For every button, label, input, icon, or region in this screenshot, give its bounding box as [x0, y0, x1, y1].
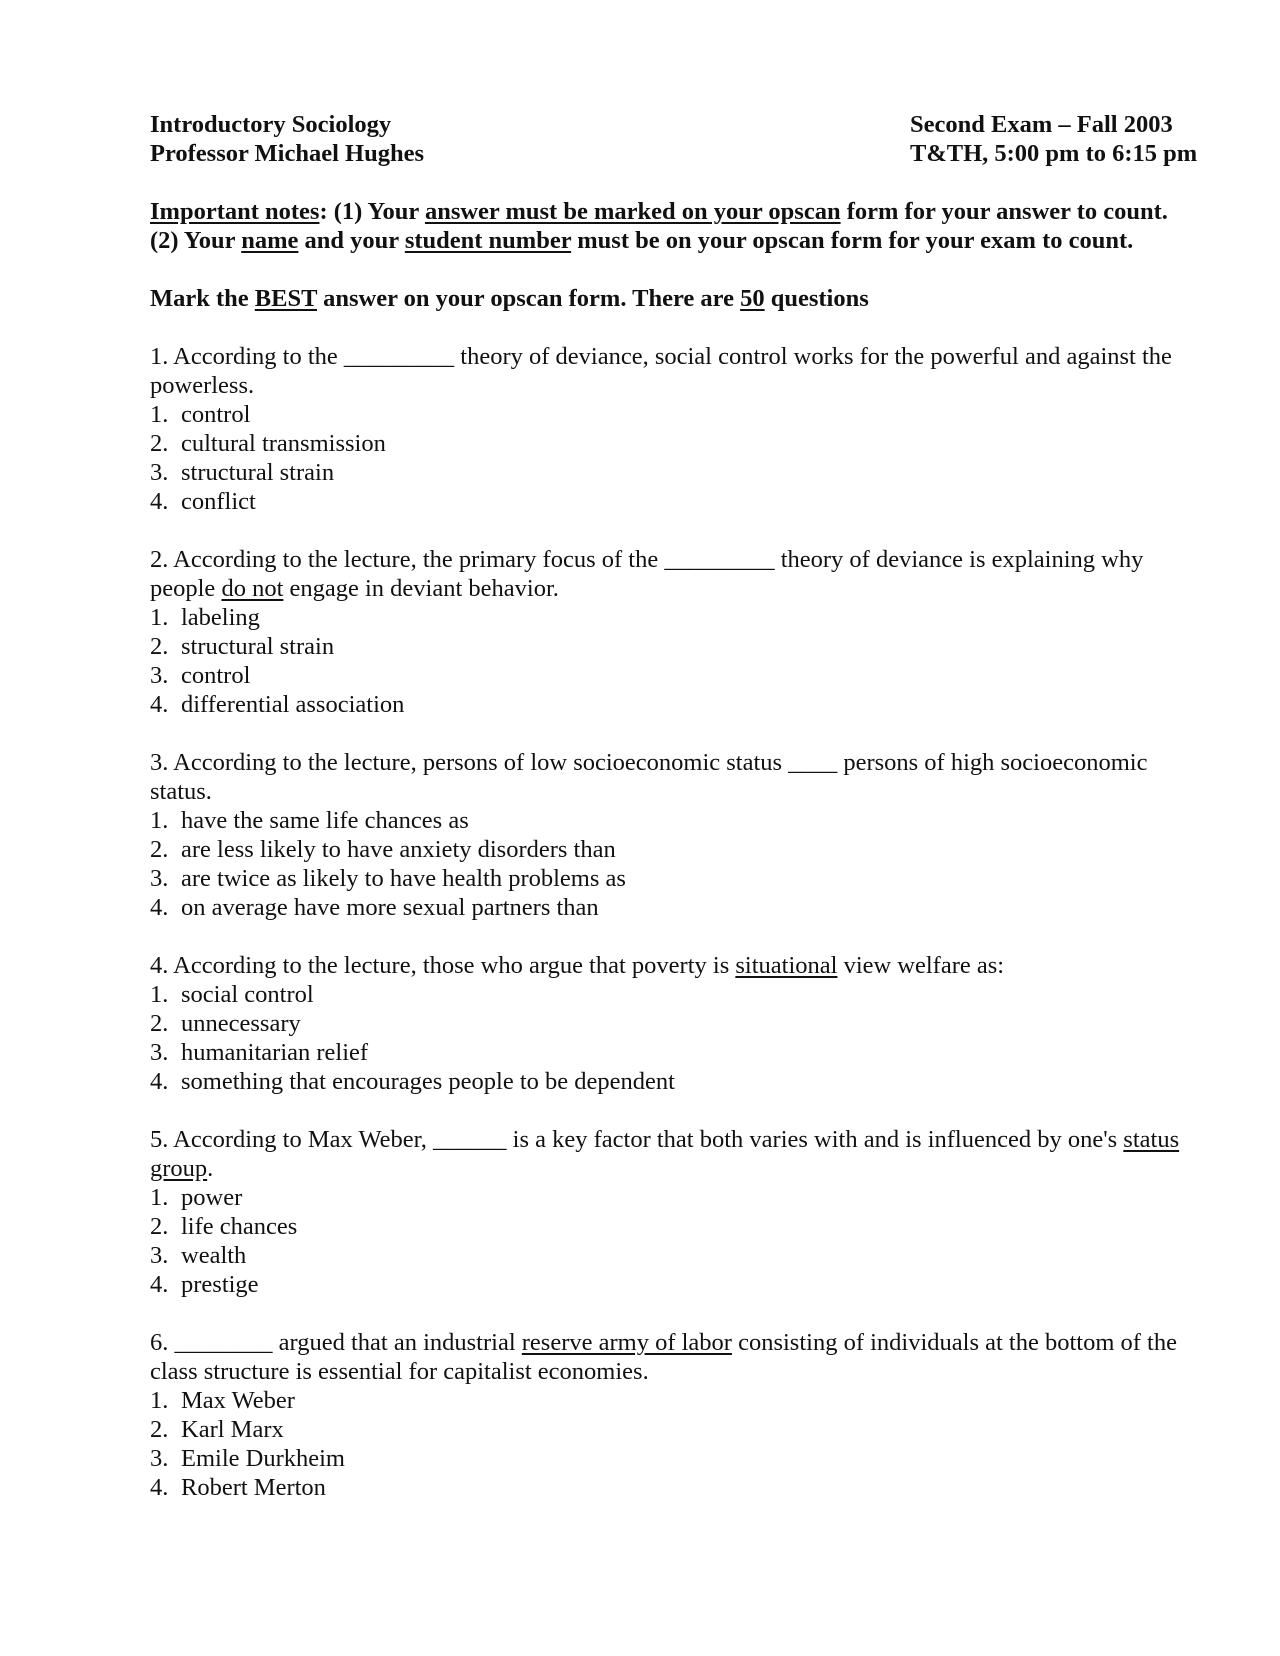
- question-stem: [150, 342, 1200, 400]
- notes-label: Important notes: [150, 198, 320, 225]
- question-stem: [150, 748, 1200, 806]
- notes-text: must be on your opscan form for your exam to count.: [571, 227, 1134, 254]
- stem-emphasis: situational: [735, 952, 838, 979]
- answer-option: 2. are less likely to have anxiety disorders than: [150, 836, 616, 863]
- instructions-text: answer on your opscan form. There are: [317, 285, 741, 312]
- option-text: Max Weber: [181, 1387, 295, 1414]
- question-4: [150, 951, 1200, 1096]
- answer-option: 1. labeling: [150, 604, 260, 631]
- question-2: [150, 545, 1200, 719]
- answer-option: 3. control: [150, 662, 251, 689]
- notes-emphasis: student number: [404, 227, 572, 254]
- answer-option: 1. power: [150, 1184, 243, 1211]
- answer-option: 4. on average have more sexual partners than: [150, 894, 599, 921]
- option-text: Emile Durkheim: [181, 1445, 345, 1472]
- option-text: are twice as likely to have health problems as: [181, 865, 626, 892]
- exam-header: [150, 110, 1200, 168]
- option-text: labeling: [181, 604, 260, 631]
- option-text: cultural transmission: [181, 430, 386, 457]
- question-6: [150, 1328, 1200, 1502]
- course-title: Introductory Sociology: [150, 111, 392, 138]
- notes-text: and your: [298, 227, 405, 254]
- stem-emphasis: reserve army of labor: [521, 1329, 732, 1356]
- question-count: 50: [740, 285, 765, 312]
- answer-option: 3. are twice as likely to have health problems as: [150, 865, 626, 892]
- option-text: wealth: [181, 1242, 247, 1269]
- answer-option: 3. Emile Durkheim: [150, 1445, 345, 1472]
- question-5: [150, 1125, 1200, 1299]
- option-text: conflict: [181, 488, 256, 515]
- option-text: structural strain: [181, 459, 335, 486]
- answer-option: 1. Max Weber: [150, 1387, 295, 1414]
- question-1: [150, 342, 1200, 516]
- stem-emphasis: do not: [221, 575, 284, 602]
- question-3: [150, 748, 1200, 922]
- exam-title: Second Exam – Fall 2003: [910, 111, 1173, 138]
- option-text: social control: [181, 981, 314, 1008]
- answer-option: 4. Robert Merton: [150, 1474, 326, 1501]
- stem-text: .: [207, 1155, 214, 1182]
- answer-option: 3. humanitarian relief: [150, 1039, 369, 1066]
- option-text: something that encourages people to be dependent: [181, 1068, 675, 1095]
- notes-emphasis: answer must be marked on your opscan: [424, 198, 841, 225]
- stem-text: view welfare as:: [837, 952, 1005, 979]
- option-text: prestige: [181, 1271, 259, 1298]
- stem-text: 5. According to Max Weber, ______ is a key factor that both varies with and is influenced by one's: [150, 1126, 1124, 1153]
- option-text: power: [181, 1184, 243, 1211]
- important-notes: [150, 197, 1200, 255]
- question-stem: [150, 1125, 1200, 1183]
- stem-text: 2. According to the lecture, the primary focus of the _________ theory of deviance is explaining why people: [150, 546, 1144, 602]
- answer-option: 2. Karl Marx: [150, 1416, 284, 1443]
- stem-text: engage in deviant behavior.: [283, 575, 559, 602]
- instructions-text: questions: [764, 285, 869, 312]
- option-text: humanitarian relief: [181, 1039, 369, 1066]
- answer-option: 4. prestige: [150, 1271, 259, 1298]
- answer-option: 2. unnecessary: [150, 1010, 301, 1037]
- question-stem: [150, 545, 1200, 603]
- stem-text: 3. According to the lecture, persons of low socioeconomic status ____ persons of high socioeconomic status.: [150, 749, 1148, 805]
- notes-emphasis: name: [241, 227, 299, 254]
- instructions-text: Mark the: [150, 285, 255, 312]
- question-stem: [150, 951, 1200, 980]
- exam-schedule: T&TH, 5:00 pm to 6:15 pm: [910, 140, 1198, 167]
- option-text: control: [181, 662, 251, 689]
- notes-text: form for your answer to count. (2) Your: [150, 198, 1168, 254]
- answer-option: 3. structural strain: [150, 459, 335, 486]
- option-text: control: [181, 401, 251, 428]
- stem-text: 6. ________ argued that an industrial: [150, 1329, 522, 1356]
- professor-name: Professor Michael Hughes: [150, 140, 425, 167]
- answer-option: 2. life chances: [150, 1213, 298, 1240]
- question-stem: [150, 1328, 1200, 1386]
- stem-text: consisting of individuals at the bottom of the class structure is essential for capitalist economies.: [150, 1329, 1177, 1385]
- option-text: life chances: [181, 1213, 298, 1240]
- option-text: unnecessary: [181, 1010, 301, 1037]
- stem-emphasis: status group: [150, 1126, 1180, 1182]
- option-text: have the same life chances as: [181, 807, 469, 834]
- instructions-emphasis: BEST: [254, 285, 318, 312]
- notes-text: : (1) Your: [319, 198, 425, 225]
- answer-option: 1. control: [150, 401, 251, 428]
- answer-option: 4. something that encourages people to be dependent: [150, 1068, 675, 1095]
- option-text: on average have more sexual partners than: [181, 894, 599, 921]
- exam-instructions: [150, 284, 1200, 313]
- answer-option: 1. have the same life chances as: [150, 807, 469, 834]
- option-text: Robert Merton: [181, 1474, 326, 1501]
- answer-option: 4. differential association: [150, 691, 405, 718]
- answer-option: 2. structural strain: [150, 633, 335, 660]
- answer-option: 1. social control: [150, 981, 314, 1008]
- stem-text: 1. According to the _________ theory of deviance, social control works for the powerful and against the powerless.: [150, 343, 1172, 399]
- option-text: are less likely to have anxiety disorders than: [181, 836, 616, 863]
- stem-text: 4. According to the lecture, those who argue that poverty is: [150, 952, 736, 979]
- option-text: Karl Marx: [181, 1416, 284, 1443]
- option-text: differential association: [181, 691, 405, 718]
- header-row-2: [150, 139, 1200, 168]
- answer-option: 2. cultural transmission: [150, 430, 386, 457]
- header-row-1: [150, 110, 1200, 139]
- answer-option: 4. conflict: [150, 488, 256, 515]
- option-text: structural strain: [181, 633, 335, 660]
- exam-page: [150, 110, 1200, 1531]
- answer-option: 3. wealth: [150, 1242, 247, 1269]
